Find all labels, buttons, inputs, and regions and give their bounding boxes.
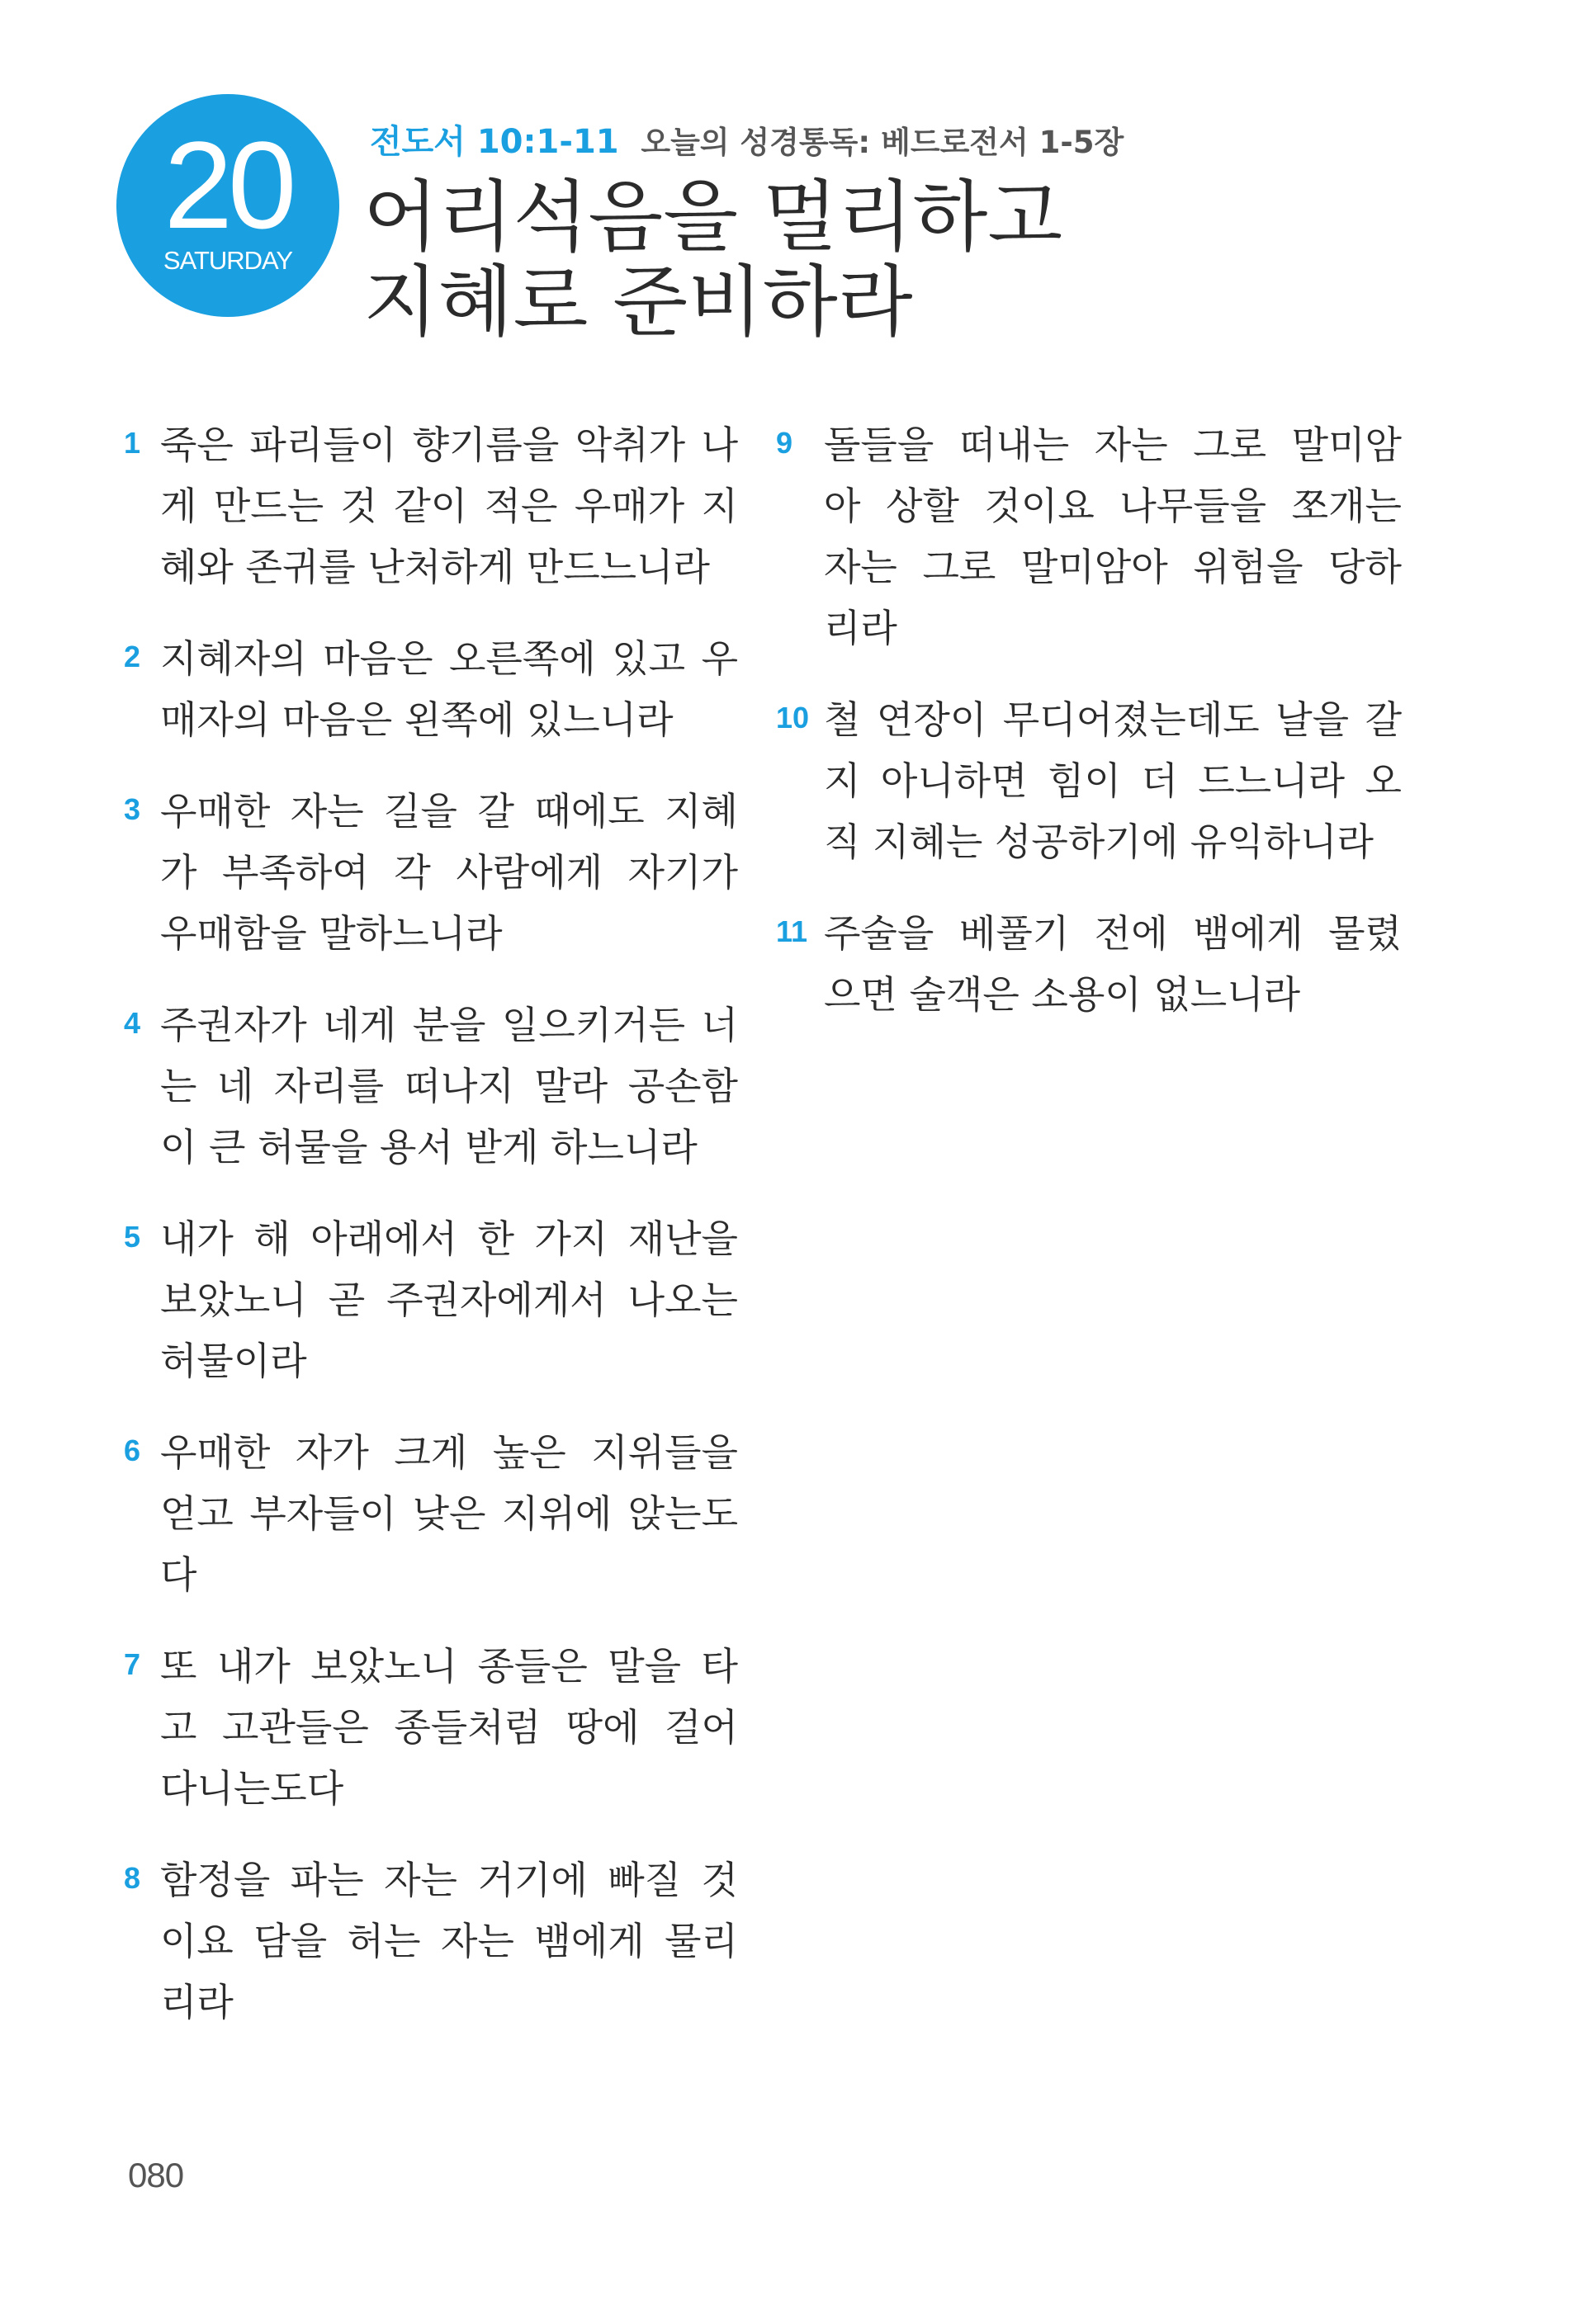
verse-line: 이요 담을 허는 자는 뱀에게 물리 bbox=[160, 1919, 738, 1963]
verse-line: 가 부족하여 각 사람에게 자기가 bbox=[160, 850, 738, 895]
verse-number: 1 bbox=[124, 426, 141, 460]
verse-line: 으면 술객은 소용이 없느니라 bbox=[824, 972, 1301, 1017]
verse bbox=[124, 781, 784, 964]
verse-line: 혜와 존귀를 난처하게 만드느니라 bbox=[160, 545, 710, 589]
verse-line: 지혜자의 마음은 오른쪽에 있고 우 bbox=[160, 636, 738, 681]
verse-line: 이 큰 허물을 용서 받게 하느니라 bbox=[160, 1125, 698, 1169]
verse-line: 지 아니하면 힘이 더 드느니라 오 bbox=[824, 758, 1402, 803]
verse-line: 직 지혜는 성공하기에 유익하니라 bbox=[824, 820, 1374, 864]
verse-column-left bbox=[124, 414, 784, 2063]
verse-column-right bbox=[776, 414, 1436, 1056]
verse bbox=[124, 1636, 784, 1819]
verse-line: 매자의 마음은 왼쪽에 있느니라 bbox=[160, 697, 674, 742]
verse-number: 11 bbox=[776, 914, 808, 948]
verse bbox=[124, 994, 784, 1178]
verse bbox=[776, 689, 1436, 872]
verse-number: 9 bbox=[776, 426, 793, 460]
verse-line: 허물이라 bbox=[160, 1339, 307, 1383]
verse-line: 고 고관들은 종들처럼 땅에 걸어 bbox=[160, 1705, 738, 1750]
verse-number: 6 bbox=[124, 1434, 141, 1467]
page-number: 080 bbox=[128, 2156, 184, 2194]
verse-line: 게 만드는 것 같이 적은 우매가 지 bbox=[160, 484, 738, 528]
verse-line: 내가 해 아래에서 한 가지 재난을 bbox=[160, 1216, 738, 1261]
verse-line: 는 네 자리를 떠나지 말라 공손함 bbox=[160, 1064, 738, 1108]
verse-line: 아 상할 것이요 나무들을 쪼개는 bbox=[824, 484, 1402, 528]
verse-line: 죽은 파리들이 향기름을 악취가 나 bbox=[160, 423, 738, 467]
verse-line: 우매한 자는 길을 갈 때에도 지혜 bbox=[160, 789, 738, 834]
verse-line: 철 연장이 무디어졌는데도 날을 갈 bbox=[824, 697, 1402, 742]
verse-line: 우매한 자가 크게 높은 지위들을 bbox=[160, 1430, 738, 1475]
verse bbox=[124, 628, 784, 750]
verse bbox=[124, 414, 784, 598]
verse-line: 우매함을 말하느니라 bbox=[160, 911, 503, 956]
date-badge bbox=[116, 94, 339, 317]
verse-line: 다니는도다 bbox=[160, 1766, 344, 1811]
daily-reading: 오늘의 성경통독: 베드로전서 1-5장 bbox=[641, 125, 1124, 160]
reference-line bbox=[370, 120, 1124, 163]
title-line: 어리석음을 멀리하고 bbox=[363, 172, 1063, 262]
verse-number: 10 bbox=[776, 701, 810, 735]
verse-line: 돌들을 떠내는 자는 그로 말미암 bbox=[824, 423, 1402, 467]
verse-line: 또 내가 보았노니 종들은 말을 타 bbox=[160, 1644, 738, 1689]
verse-number: 4 bbox=[124, 1006, 141, 1040]
verse-line: 다 bbox=[160, 1552, 197, 1597]
verse-number: 2 bbox=[124, 640, 141, 673]
page-title bbox=[363, 172, 1063, 347]
verse-number: 7 bbox=[124, 1647, 141, 1681]
date-weekday: SATURDAY bbox=[163, 246, 293, 275]
passage-reference: 전도서 10:1-11 bbox=[370, 123, 619, 161]
verse-line: 리라 bbox=[160, 1980, 234, 2024]
verse-line: 자는 그로 말미암아 위험을 당하 bbox=[824, 545, 1402, 589]
verse-number: 5 bbox=[124, 1220, 141, 1254]
verse bbox=[124, 1208, 784, 1391]
title-line: 지혜로 준비하라 bbox=[363, 257, 913, 347]
verse-line: 주술을 베풀기 전에 뱀에게 물렸 bbox=[824, 911, 1402, 956]
verse bbox=[124, 1849, 784, 2033]
verse bbox=[776, 903, 1436, 1025]
verse bbox=[124, 1422, 784, 1605]
verse-line: 주권자가 네게 분을 일으키거든 너 bbox=[160, 1003, 738, 1047]
verse-line: 함정을 파는 자는 거기에 빠질 것 bbox=[160, 1858, 738, 1902]
verse bbox=[776, 414, 1436, 659]
verse-line: 리라 bbox=[824, 606, 897, 650]
date-day: 20 bbox=[163, 116, 292, 254]
verse-line: 보았노니 곧 주권자에게서 나오는 bbox=[160, 1278, 738, 1322]
verse-number: 8 bbox=[124, 1861, 141, 1895]
verse-number: 3 bbox=[124, 792, 141, 826]
verse-line: 얻고 부자들이 낮은 지위에 앉는도 bbox=[160, 1491, 738, 1536]
